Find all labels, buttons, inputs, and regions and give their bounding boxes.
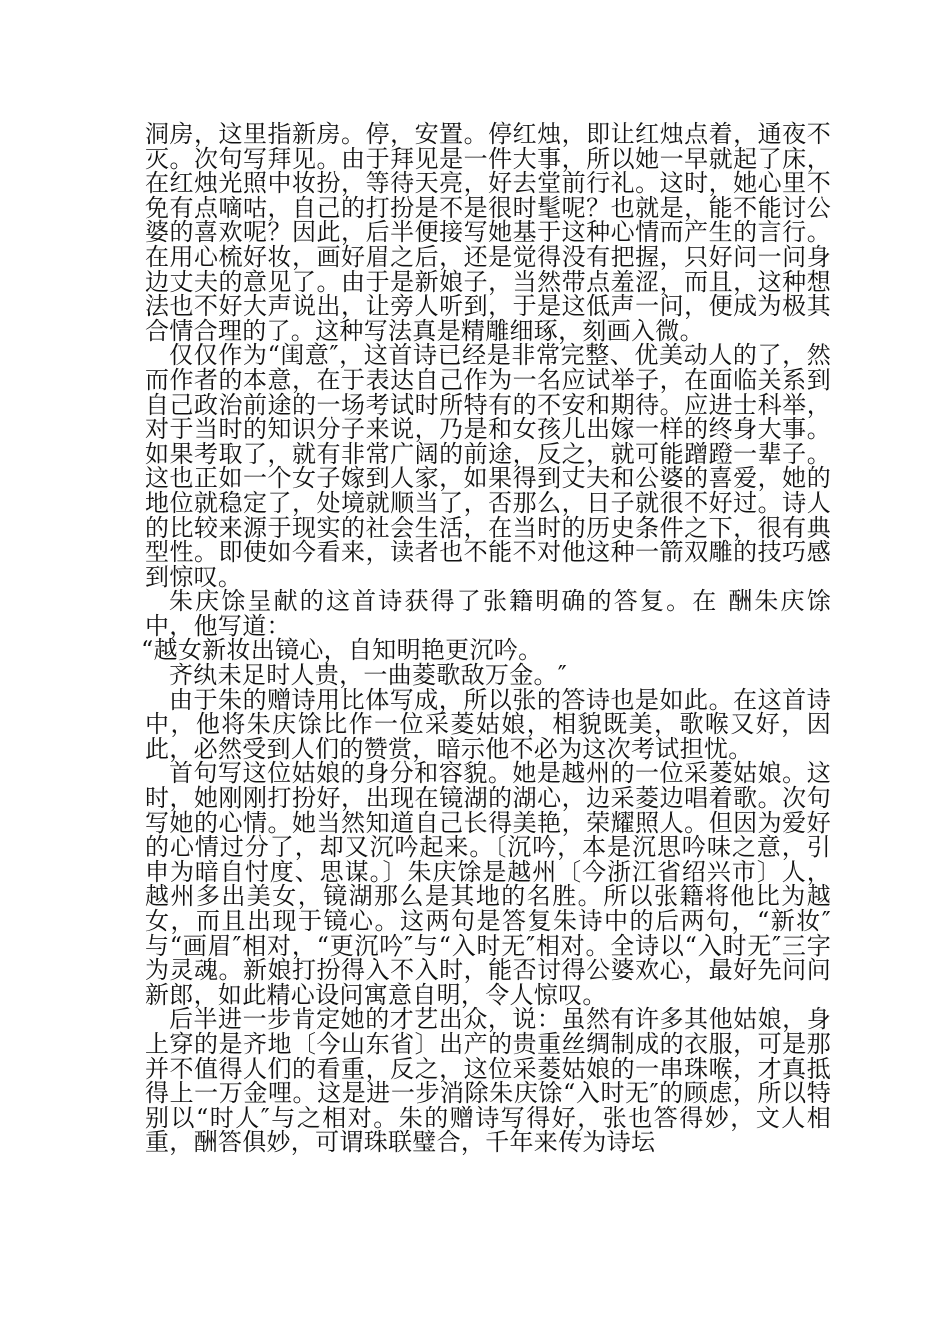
paragraph-biti: 由于朱的赠诗用比体写成，所以张的答诗也是如此。在这首诗中，他将朱庆馀比作一位采菱姑娘，相貌既美，歌喉又好，因此，必然受到人们的赞赏，暗示他不必为这次考试担忧。 bbox=[145, 685, 831, 763]
paragraph-guiyi: 仅仅作为“闺意″，这首诗已经是非常完整、优美动人的了，然而作者的本意，在于表达自己作为一名应试举子，在面临关系到自己政治前途的一场考试时所特有的不安和期待。应进士科举，对于当时的知识分子来说，乃是和女孩儿出嫁一样的终身大事。如果考取了，就有非常广阔的前途，反之，就可能蹭蹬一辈子。这也正如一个女子嫁到人家，如果得到丈夫和公婆的喜爱，她的地位就稳定了，处境就顺当了，否那么，日子就很不好过。诗人的比较来源于现实的社会生活，在当时的历史条件之下，很有典型性。即使如今看来，读者也不能不对他这种一箭双雕的技巧感到惊叹。 bbox=[145, 341, 831, 591]
poem-line-1: “越女新妆出镜心，自知明艳更沉吟。 bbox=[141, 636, 543, 665]
document-body bbox=[141, 120, 831, 1157]
paragraph-zhangji-reply: 朱庆馀呈献的这首诗获得了张籍明确的答复。在 酬朱庆馀中，他写道： bbox=[145, 587, 831, 640]
paragraph-shouju: 首句写这位姑娘的身分和容貌。她是越州的一位采菱姑娘。这时，她刚刚打扮好，出现在镜湖的湖心，边采菱边唱着歌。次句写她的心情。她当然知道自己长得美艳，荣耀照人。但因为爱好的心情过分了，却又沉吟起来。〔沉吟，本是沉思吟味之意，引申为暗自忖度、思谋。〕朱庆馀是越州〔今浙江省绍兴市〕人，越州多出美女，镜湖那么是其地的名胜。所以张籍将他比为越女，而且出现于镜心。这两句是答复朱诗中的后两句，“新妆″与“画眉″相对，“更沉吟″与“入时无″相对。全诗以“入时无″三字为灵魂。新娘打扮得入不入时，能否讨得公婆欢心，最好先问问新郎，如此精心设问寓意自明，令人惊叹。 bbox=[145, 759, 831, 1009]
paragraph-dongfang: 洞房，这里指新房。停，安置。停红烛，即让红烛点着，通夜不灭。次句写拜见。由于拜见是一件大事，所以她一早就起了床，在红烛光照中妆扮，等待天亮，好去堂前行礼。这时，她心里不免有点嘀咕，自己的打扮是不是很时髦呢？也就是，能不能讨公婆的喜欢呢？因此，后半便接写她基于这种心情而产生的言行。在用心梳好妆，画好眉之后，还是觉得没有把握，只好问一问身边丈夫的意见了。由于是新娘子，当然带点羞涩，而且，这种想法也不好大声说出，让旁人听到，于是这低声一问，便成为极其合情合理的了。这种写法真是精雕细琢，刻画入微。 bbox=[145, 120, 831, 345]
poem-line-2: 齐纨未足时人贵，一曲菱歌敌万金。″ bbox=[169, 661, 568, 690]
paragraph-houban: 后半进一步肯定她的才艺出众，说：虽然有许多其他姑娘，身上穿的是齐地〔今山东省〕出产的贵重丝绸制成的衣服，可是那并不值得人们的看重，反之，这位采菱姑娘的一串珠喉，才真抵得上一万金哩。这是进一步消除朱庆馀“入时无″的顾虑，所以特别以“时人″与之相对。朱的赠诗写得好，张也答得妙，文人相重，酬答俱妙，可谓珠联璧合，千年来传为诗坛 bbox=[145, 1005, 831, 1157]
